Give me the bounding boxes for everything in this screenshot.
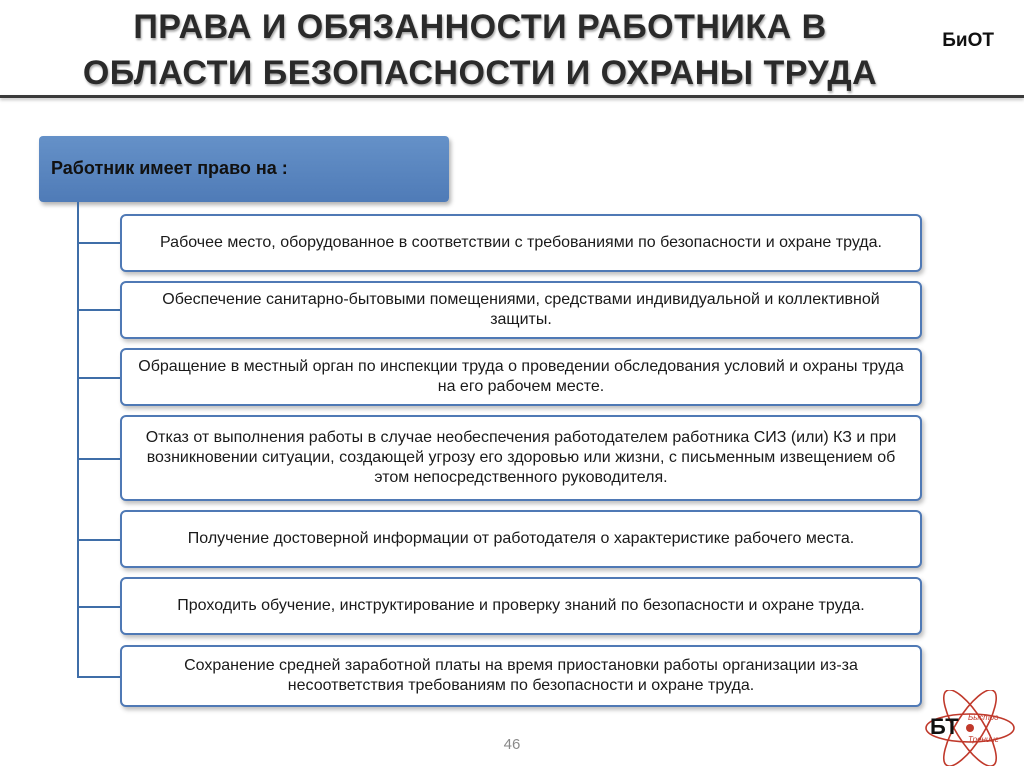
connector-6 <box>77 606 120 608</box>
logo-nucleus <box>966 724 974 732</box>
brand-label: БиОТ <box>942 30 994 51</box>
right-item-sanitary: Обеспечение санитарно-бытовыми помещениями, средствами индивидуальной и коллективной защиты. <box>120 281 922 339</box>
right-item-workplace: Рабочее место, оборудованное в соответствии с требованиями по безопасности и охране труда. <box>120 214 922 272</box>
right-item-salary: Сохранение средней заработной платы на время приостановки работы организации из-за несоответствия требованиям по безопасности и охране труда. <box>120 645 922 707</box>
connector-3 <box>77 377 120 379</box>
connector-2 <box>77 309 120 311</box>
connector-7 <box>77 676 120 678</box>
page-title-line-2: ОБЛАСТИ БЕЗОПАСНОСТИ И ОХРАНЫ ТРУДА <box>82 54 878 92</box>
logo-letters: БТ <box>930 714 959 739</box>
right-item-information: Получение достоверной информации от работодателя о характеристике рабочего места. <box>120 510 922 568</box>
title-divider <box>0 95 1024 98</box>
page-title-line-1: ПРАВА И ОБЯЗАННОСТИ РАБОТНИКА В <box>133 8 827 46</box>
right-item-refusal: Отказ от выполнения работы в случае необеспечения работодателем работника СИЗ (или) КЗ и при возникновении ситуации, создающей угрозу его здоровью или жизни, с письменным извещением об этом непосредственного руководителя. <box>120 415 922 501</box>
connector-1 <box>77 242 120 244</box>
atom-logo-icon <box>920 690 1020 766</box>
logo-small-text-2: Тренинг <box>968 735 999 744</box>
logo-small-text-1: Быстро <box>968 713 999 722</box>
right-item-training: Проходить обучение, инструктирование и проверку знаний по безопасности и охране труда. <box>120 577 922 635</box>
page-number: 46 <box>503 736 521 753</box>
connector-5 <box>77 539 120 541</box>
rights-header: Работник имеет право на : <box>39 136 449 202</box>
connector-4 <box>77 458 120 460</box>
page-title <box>0 4 960 96</box>
right-item-inspection: Обращение в местный орган по инспекции труда о проведении обследования условий и охраны труда на его рабочем месте. <box>120 348 922 406</box>
